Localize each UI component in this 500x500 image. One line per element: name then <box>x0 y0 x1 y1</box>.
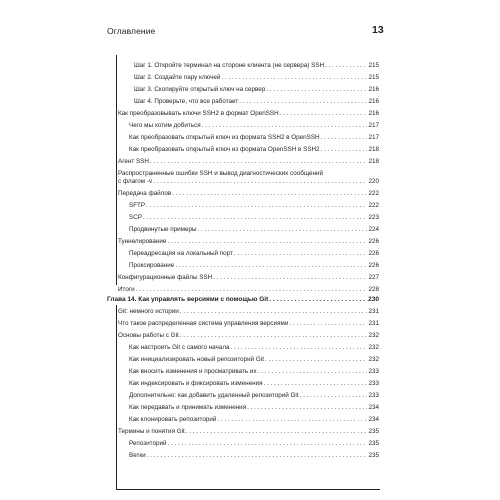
toc-entry[interactable]: Конфигурационные файлы SSH . . . 227 <box>118 274 379 282</box>
toc-tree-line <box>116 55 117 285</box>
toc-entry[interactable]: Распространенные ошибки SSH и вывод диагностических сообщений <box>118 170 323 177</box>
toc-entry[interactable]: Туннелирование . . . 226 <box>118 238 379 246</box>
running-header-title: Оглавление <box>107 26 156 36</box>
toc-entry[interactable]: Ветки . . . 235 <box>129 452 379 460</box>
toc-entry[interactable]: с флагом -v . . . 220 <box>118 178 379 186</box>
toc-entry[interactable]: Как клонировать репозиторий . . . 234 <box>129 416 379 424</box>
toc-entry[interactable]: Как вносить изменения и просматривать их . . . 233 <box>129 368 379 376</box>
toc-entry[interactable]: Проксирование . . . 226 <box>129 262 379 270</box>
toc-entry[interactable]: SCP . . . 223 <box>129 214 379 222</box>
toc-entry[interactable]: Как настроить Git с самого начала . . . 232 <box>129 344 379 352</box>
toc-entry[interactable]: Продвинутые примеры . . . 224 <box>129 226 379 234</box>
toc-entry[interactable]: Как преобразовать открытый ключ из формата SSH2 в OpenSSH . . . 217 <box>129 134 379 142</box>
toc-tree-line <box>116 305 117 490</box>
toc-entry[interactable]: Что такое распределенная система управления версиями . . . 231 <box>118 320 379 328</box>
toc-entry[interactable]: Чего мы хотим добиться . . . 217 <box>129 122 379 130</box>
toc-entry[interactable]: Как инициализировать новый репозиторий Git . . . 232 <box>129 356 379 364</box>
toc-entry[interactable]: Агент SSH . . . 218 <box>118 158 379 166</box>
toc-entry[interactable]: Шаг 3. Скопируйте открытый ключ на сервер . . . 216 <box>134 86 379 94</box>
toc-entry[interactable]: SFTP . . . 222 <box>129 202 379 210</box>
toc-entry[interactable]: Git: немного истории . . . 231 <box>118 308 379 316</box>
toc-entry[interactable]: Репозиторий . . . 235 <box>129 440 379 448</box>
toc-chapter-entry[interactable]: Глава 14. Как управлять версиями с помощью Git . . . 230 <box>107 296 379 304</box>
toc-entry[interactable]: Переадресация на локальный порт . . . 226 <box>129 250 379 258</box>
toc-entry[interactable]: Как передавать и принимать изменения . . . 234 <box>129 404 379 412</box>
toc-entry[interactable]: Термины и понятия Git . . . 235 <box>118 428 379 436</box>
toc-entry[interactable]: Дополнительно: как добавить удаленный репозиторий Git . . . 233 <box>129 392 379 400</box>
toc-entry[interactable]: Шаг 4. Проверьте, что все работает . . . 216 <box>134 98 379 106</box>
toc-entry[interactable]: Передача файлов . . . 222 <box>118 190 379 198</box>
toc-entry[interactable]: Как преобразовывать ключи SSH2 в формат OpenSSH . . . 216 <box>118 110 379 118</box>
toc-entry[interactable]: Как преобразовать открытый ключ из формата OpenSSH в SSH2 . . . 218 <box>129 146 379 154</box>
toc-entry[interactable]: Как индексировать и фиксировать изменения . . . 233 <box>129 380 379 388</box>
toc-entry[interactable]: Шаг 1. Откройте терминал на стороне клиента (не сервера) SSH . . . 215 <box>134 62 379 70</box>
page-number: 13 <box>372 24 384 36</box>
toc-entry[interactable]: Шаг 2. Создайте пару ключей . . . 215 <box>134 74 379 82</box>
toc-entry[interactable]: Основы работы с Git . . . 232 <box>118 332 379 340</box>
toc-bottom-rule <box>116 489 380 490</box>
toc-entry[interactable]: Итоги . . . 228 <box>118 286 379 294</box>
